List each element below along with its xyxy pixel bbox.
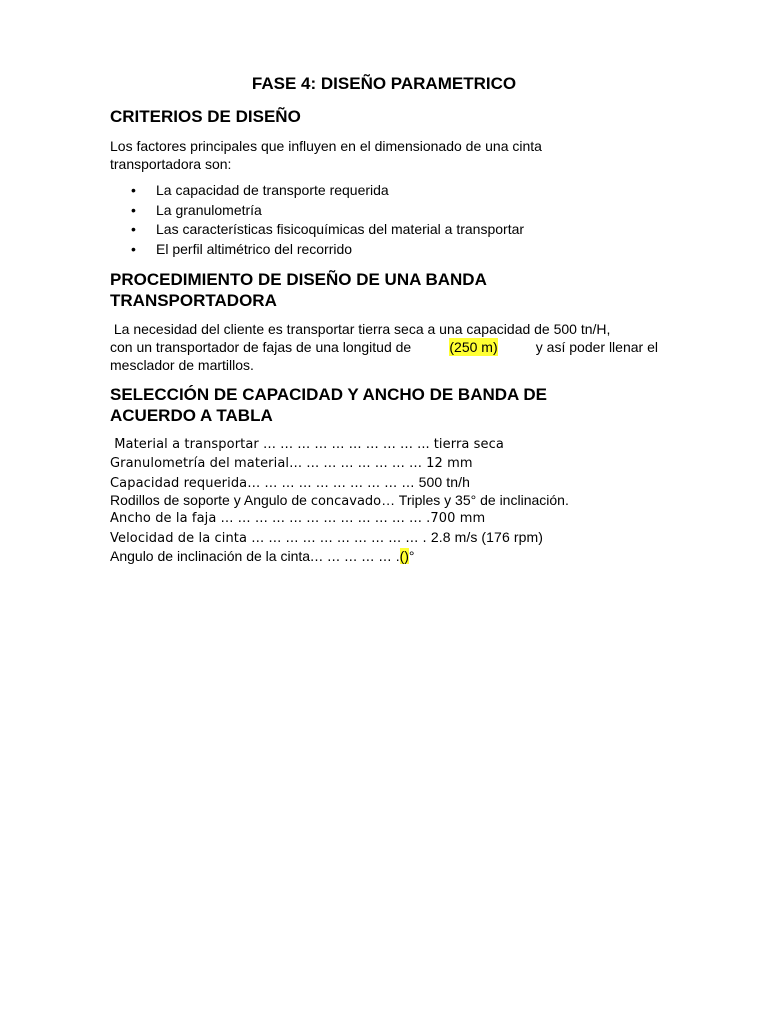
- spec-value: 500 tn/h: [418, 474, 470, 490]
- list-item: • La granulometría: [110, 201, 524, 221]
- spec-angulo: [110, 547, 415, 567]
- heading-line-2: TRANSPORTADORA: [110, 291, 277, 310]
- length-highlight: (250 m): [449, 339, 498, 355]
- page-title: FASE 4: DISEÑO PARAMETRICO: [251, 74, 517, 93]
- spec-label: Ancho de la faja: [110, 511, 217, 526]
- spec-dots: … … … … … … … … … ...: [258, 437, 434, 452]
- section-heading-seleccion: [110, 384, 547, 426]
- spec-value-prefix: .: [395, 548, 400, 564]
- spec-label: Rodillos de soporte y Angulo de: [110, 492, 311, 508]
- spec-material: [110, 436, 504, 454]
- criteria-list: [110, 181, 524, 259]
- para-line-1: La necesidad del cliente es transportar tierra seca a una capacidad de 500 tn/H,: [110, 321, 611, 337]
- spec-label: Material a transportar: [110, 437, 259, 452]
- heading-line-2: ACUERDO A TABLA: [110, 406, 273, 425]
- spec-label: Capacidad requerida: [110, 476, 248, 491]
- spec-value: tierra seca: [433, 437, 504, 452]
- spec-dots: …: [381, 492, 399, 508]
- spec-dots: … … … … … … … … … … … …: [216, 511, 427, 526]
- list-item: • El perfil altimétrico del recorrido: [110, 240, 524, 260]
- spec-granulometria: [110, 455, 473, 473]
- requirement-paragraph: [110, 320, 658, 374]
- spec-capacidad: [110, 473, 470, 493]
- spec-dots: … … … … … … … …: [289, 456, 427, 471]
- spec-label: Angulo de inclinación de la cinta: [110, 548, 311, 564]
- section-heading-criterios: CRITERIOS DE DISEÑO: [110, 107, 301, 126]
- spec-rodillos: [110, 491, 569, 511]
- section-heading-procedimiento: [110, 269, 487, 311]
- para-line-3: mesclador de martillos.: [110, 357, 254, 373]
- spec-velocidad: [110, 528, 543, 548]
- spec-dots: … … … … … … … … … …: [247, 476, 419, 491]
- spec-value: 12 mm: [426, 456, 473, 471]
- intro-line-2: transportadora son:: [110, 156, 232, 172]
- degree-symbol: °: [408, 548, 415, 564]
- spec-ancho: [110, 510, 485, 528]
- intro-paragraph: [110, 137, 542, 173]
- heading-line-1: PROCEDIMIENTO DE DISEÑO DE UNA BANDA: [110, 270, 487, 289]
- para-line-2-end: y así poder llenar el: [531, 339, 658, 355]
- spec-label: Velocidad de la cinta: [110, 531, 248, 546]
- intro-line-1: Los factores principales que influyen en el dimensionado de una cinta: [110, 138, 542, 154]
- angle-highlight: (): [399, 548, 409, 564]
- spec-label-concavado: concavado: [310, 494, 382, 509]
- heading-line-1: SELECCIÓN DE CAPACIDAD Y ANCHO DE BANDA DE: [110, 385, 548, 404]
- spec-label: Granulometría del material: [110, 456, 290, 471]
- spec-dots: … … … … … … … … … … .: [247, 531, 431, 546]
- spec-value: Triples y 35° de inclinación.: [398, 492, 569, 508]
- spec-value: .700 mm: [426, 511, 486, 526]
- spec-dots: … … … … …: [310, 550, 396, 565]
- list-item: • Las características fisicoquímicas del material a transportar: [110, 220, 524, 240]
- para-line-2: [110, 338, 658, 356]
- list-item: • La capacidad de transporte requerida: [110, 181, 524, 201]
- para-line-2-start: con un transportador de fajas de una longitud de: [110, 339, 416, 355]
- spec-value: 2.8 m/s (176 rpm): [430, 529, 543, 545]
